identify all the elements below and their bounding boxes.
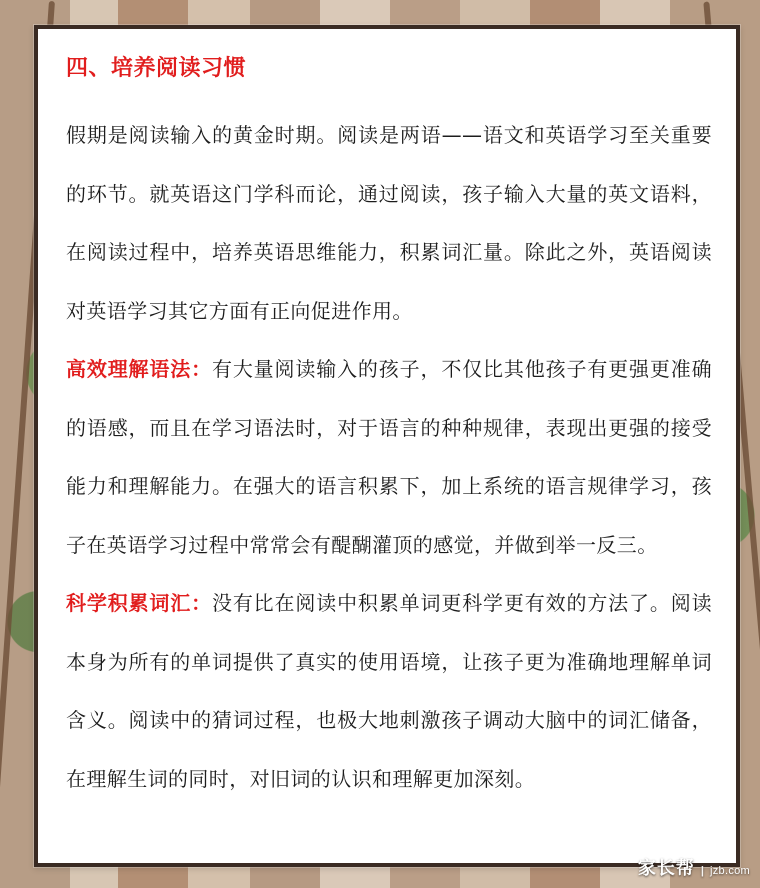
watermark-brand: 家长帮: [637, 858, 695, 878]
section-title: 四、培养阅读习惯: [66, 56, 247, 81]
watermark-domain: jzb.com: [710, 865, 750, 877]
grammar-heading: 高效理解语法：: [66, 357, 212, 381]
article-card: [34, 25, 740, 867]
vocabulary-paragraph: [66, 574, 712, 808]
grammar-paragraph: [66, 340, 712, 574]
intro-paragraph: 假期是阅读输入的黄金时期。阅读是两语——语文和英语学习至关重要的环节。就英语这门学科而论，通过阅读，孩子输入大量的英文语料，在阅读过程中，培养英语思维能力，积累词汇量。除此之外，英语阅读对英语学习其它方面有正向促进作用。: [66, 123, 712, 323]
watermark-separator: |: [700, 865, 704, 877]
grammar-text: 有大量阅读输入的孩子，不仅比其他孩子有更强更准确的语感，而且在学习语法时，对于语言的种种规律，表现出更强的接受能力和理解能力。在强大的语言积累下，加上系统的语言规律学习，孩子在英语学习过程中常常会有醍醐灌顶的感觉，并做到举一反三。: [66, 357, 712, 557]
vocabulary-text: 没有比在阅读中积累单词更科学更有效的方法了。阅读本身为所有的单词提供了真实的使用语境，让孩子更为准确地理解单词含义。阅读中的猜词过程，也极大地刺激孩子调动大脑中的词汇储备，在理解生词的同时，对旧词的认识和理解更加深刻。: [66, 591, 712, 791]
site-watermark: [638, 854, 750, 880]
vocabulary-heading: 科学积累词汇：: [66, 591, 212, 615]
